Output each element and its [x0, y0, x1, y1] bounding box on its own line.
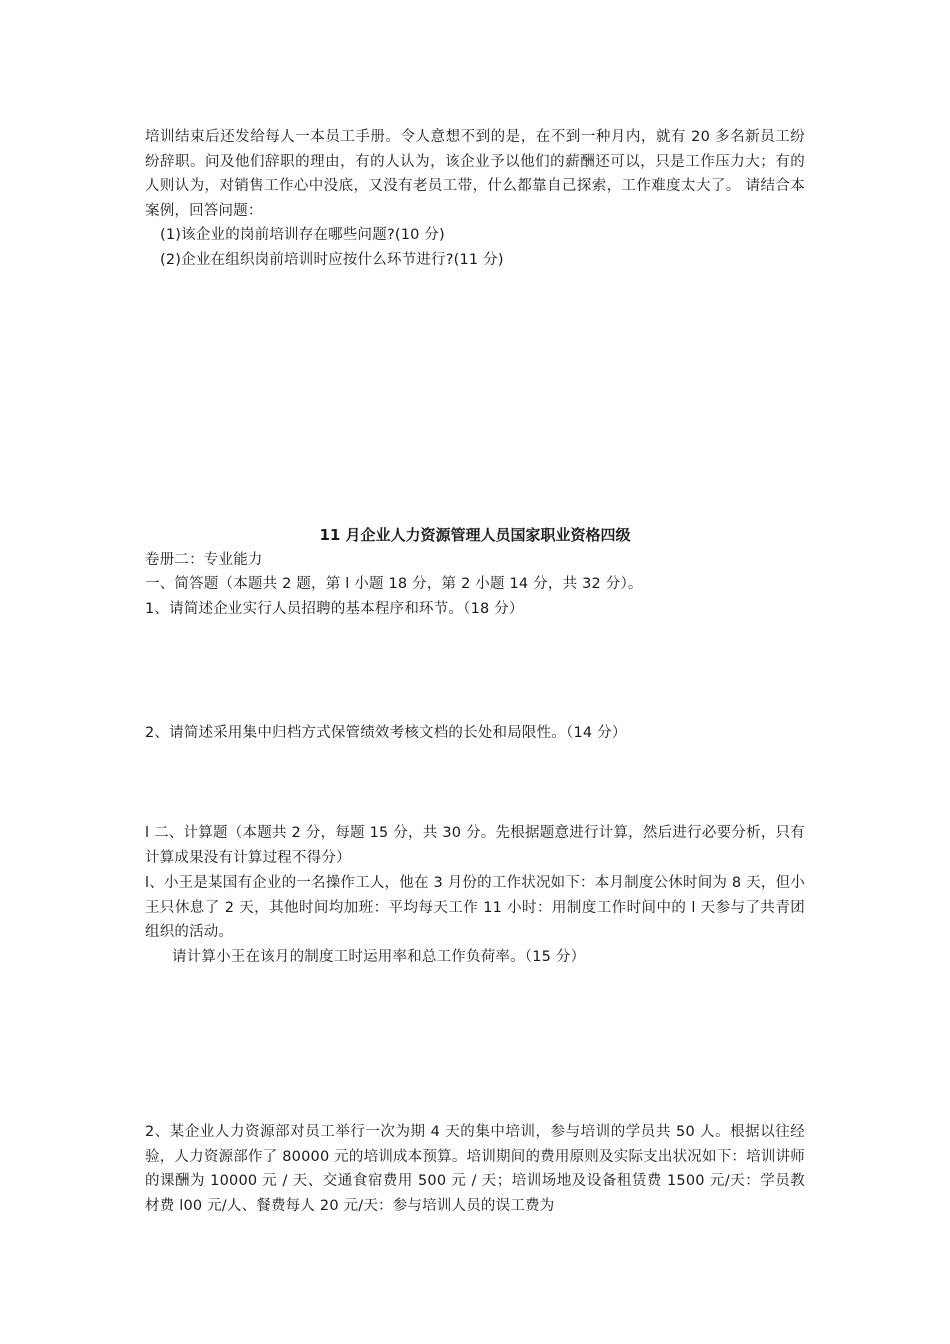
section-2-question-1-ask: 请计算小王在该月的制度工时运用率和总工作负荷率。（15 分） [172, 949, 586, 965]
exam-volume: 卷册二：专业能力 [145, 552, 263, 568]
case-paragraph: 培训结束后还发给每人一本员工手册。令人意想不到的是，在不到一种月内，就有 20 多名新员工纷纷辞职。问及他们辞职的理由，有的人认为，该企业予以他们的薪酬还可以，只是工作压力大；有的人则认为，对销售工作心中没底，又没有老员工带，什么都靠自己探索，工作难度太大了。 请结合本案例，回答问题： [145, 129, 805, 219]
section-2-heading: l 二、计算题（本题共 2 分，每题 15 分，共 30 分。先根据题意进行计算，然后进行必要分析，只有计算成果没有计算过程不得分） [145, 825, 805, 866]
section-2-question-1: l、小王是某国有企业的一名操作工人，他在 3 月份的工作状况如下：本月制度公休时间为 8 天，但小王只休息了 2 天，其他时间均加班：平均每天工作 11 小时：用制度工作时间中的 l 天参与了共青团组织的活动。 [145, 875, 805, 940]
section-1-question-1: 1、请简述企业实行人员招聘的基本程序和环节。（18 分） [145, 601, 524, 617]
section-1-question-2: 2、请简述采用集中归档方式保管绩效考核文档的长处和局限性。（14 分） [145, 725, 627, 741]
section-2-question-2: 2、某企业人力资源部对员工举行一次为期 4 天的集中培训，参与培训的学员共 50 人。根据以往经验，人力资源部作了 80000 元的培训成本预算。培训期间的费用原则及实际支出状况如下：培训讲师的课酬为 10000 元 / 天、交通食宿费用 500 元 / 天；培训场地及设备租赁费 1500 元/天：学员教材费 l00 元/人、餐费每人 20 元/天：参与培训人员的误工费为 [145, 1124, 805, 1214]
case-question-1: (1)该企业的岗前培训存在哪些问题?(10 分) [160, 227, 445, 243]
case-question-2: (2)企业在组织岗前培训时应按什么环节进行?(11 分) [160, 252, 504, 268]
section-1-heading: 一、简答题（本题共 2 题，第 l 小题 18 分，第 2 小题 14 分，共 32 分）。 [145, 576, 643, 592]
exam-title: 11 月企业人力资源管理人员国家职业资格四级 [319, 526, 631, 544]
